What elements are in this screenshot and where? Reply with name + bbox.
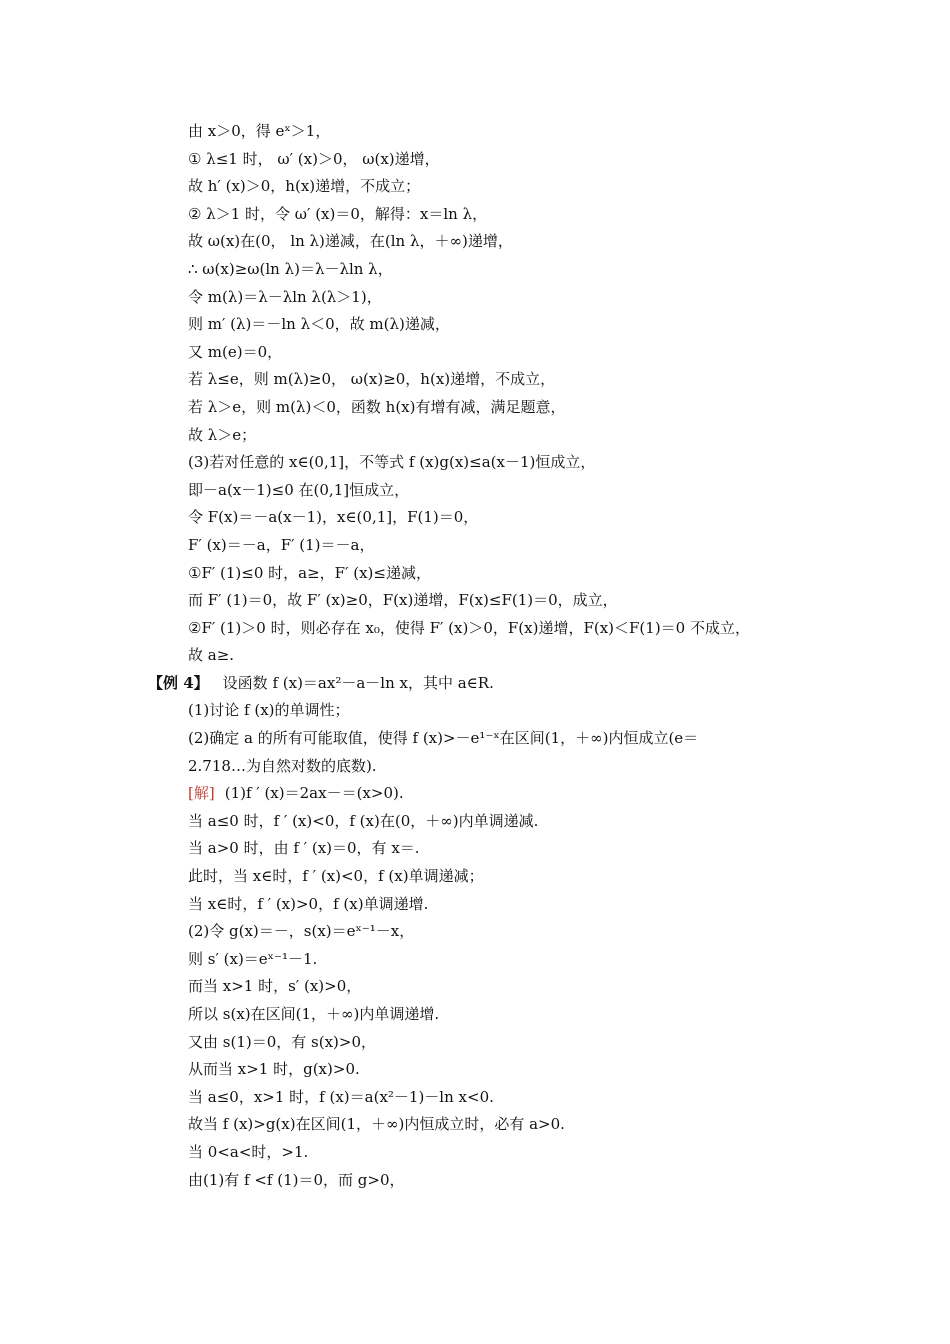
text-line: ∴ ω(x)≥ω(ln λ)＝λ－λln λ， bbox=[188, 259, 393, 278]
text-line: 当 0<a<时，>1. bbox=[188, 1142, 309, 1161]
text-line: 当 a≤0 时，f ′ (x)<0，f (x)在(0，＋∞)内单调递减. bbox=[188, 811, 539, 830]
text-line: 令 F(x)＝－a(x－1)，x∈(0,1]，F(1)＝0， bbox=[188, 508, 479, 527]
text-line: ② λ＞1 时，令 ω′ (x)＝0，解得：x＝ln λ， bbox=[188, 204, 488, 223]
document-page bbox=[0, 118, 950, 1194]
text-line: ①F′ (1)≤0 时，a≥，F′ (x)≤递减， bbox=[188, 563, 431, 582]
example-label: 【例 4】 bbox=[148, 673, 209, 692]
text-line: 若 λ≤e，则 m(λ)≥0， ω(x)≥0，h(x)递增，不成立， bbox=[188, 370, 556, 389]
text-line: 而 F′ (1)＝0，故 F′ (x)≥0，F(x)递增，F(x)≤F(1)＝0，成立， bbox=[188, 591, 618, 610]
text-line: 即－a(x－1)≤0 在(0,1]恒成立， bbox=[188, 480, 410, 499]
example-heading-line bbox=[148, 670, 950, 698]
text-line: 故 ω(x)在(0， ln λ)递减，在(ln λ，＋∞)递增， bbox=[188, 232, 513, 251]
text-line: 故 h′ (x)＞0，h(x)递增，不成立； bbox=[188, 177, 421, 196]
text-line: 由 x＞0，得 eˣ＞1， bbox=[188, 122, 331, 140]
text-line: (2)令 g(x)＝－，s(x)＝eˣ⁻¹－x， bbox=[188, 922, 415, 941]
text-line: 若 λ＞e，则 m(λ)＜0，函数 h(x)有增有减，满足题意， bbox=[188, 397, 566, 416]
text-line: 则 m′ (λ)＝－ln λ＜0，故 m(λ)递减， bbox=[188, 315, 450, 334]
solution-marker: [解] bbox=[188, 784, 215, 803]
text-line: 所以 s(x)在区间(1，＋∞)内单调递增. bbox=[188, 1005, 440, 1023]
solution-start-line bbox=[188, 780, 950, 808]
text-line: 故 a≥. bbox=[188, 646, 235, 665]
text-line: 2.718…为自然对数的底数). bbox=[188, 756, 377, 775]
text-line: 从而当 x>1 时，g(x)>0. bbox=[188, 1060, 360, 1079]
text-line: 又 m(e)＝0， bbox=[188, 342, 283, 361]
text-line: 故当 f (x)>g(x)在区间(1，＋∞)内恒成立时，必有 a>0. bbox=[188, 1115, 565, 1134]
text-line: (3)若对任意的 x∈(0,1]，不等式 f (x)g(x)≤a(x－1)恒成立， bbox=[188, 453, 596, 472]
text-line: 则 s′ (x)＝eˣ⁻¹－1. bbox=[188, 949, 318, 968]
text-line: (2)确定 a 的所有可能取值，使得 f (x)>－e¹⁻ˣ在区间(1，＋∞)内恒成立(e＝ bbox=[188, 729, 699, 748]
text-line: 由(1)有 f <f (1)＝0，而 g>0， bbox=[188, 1170, 405, 1189]
text-line: ②F′ (1)＞0 时，则必存在 x₀，使得 F′ (x)＞0，F(x)递增，F(x)＜F(1)＝0 不成立， bbox=[188, 618, 750, 637]
text-line: ① λ≤1 时， ω′ (x)＞0， ω(x)递增， bbox=[188, 149, 440, 168]
text-line: 当 a>0 时，由 f ′ (x)＝0，有 x＝. bbox=[188, 839, 420, 858]
text-line: 当 x∈时，f ′ (x)>0，f (x)单调递增. bbox=[188, 894, 429, 913]
text-line: 当 a≤0，x>1 时，f (x)＝a(x²－1)－ln x<0. bbox=[188, 1087, 494, 1106]
text-line: (1)讨论 f (x)的单调性； bbox=[188, 701, 350, 720]
text-line: 故 λ＞e； bbox=[188, 425, 257, 444]
solution-text: (1)f ′ (x)＝2ax－＝(x>0). bbox=[224, 784, 404, 803]
text-line: 此时，当 x∈时，f ′ (x)<0，f (x)单调递减； bbox=[188, 867, 484, 886]
text-line: F′ (x)＝－a，F′ (1)＝－a， bbox=[188, 535, 375, 554]
text-line: 又由 s(1)＝0，有 s(x)>0， bbox=[188, 1032, 376, 1051]
text-line: 而当 x>1 时，s′ (x)>0， bbox=[188, 977, 362, 996]
example-statement: 设函数 f (x)＝ax²－a－ln x，其中 a∈R. bbox=[222, 673, 494, 692]
text-line: 令 m(λ)＝λ－λln λ(λ＞1)， bbox=[188, 287, 382, 306]
